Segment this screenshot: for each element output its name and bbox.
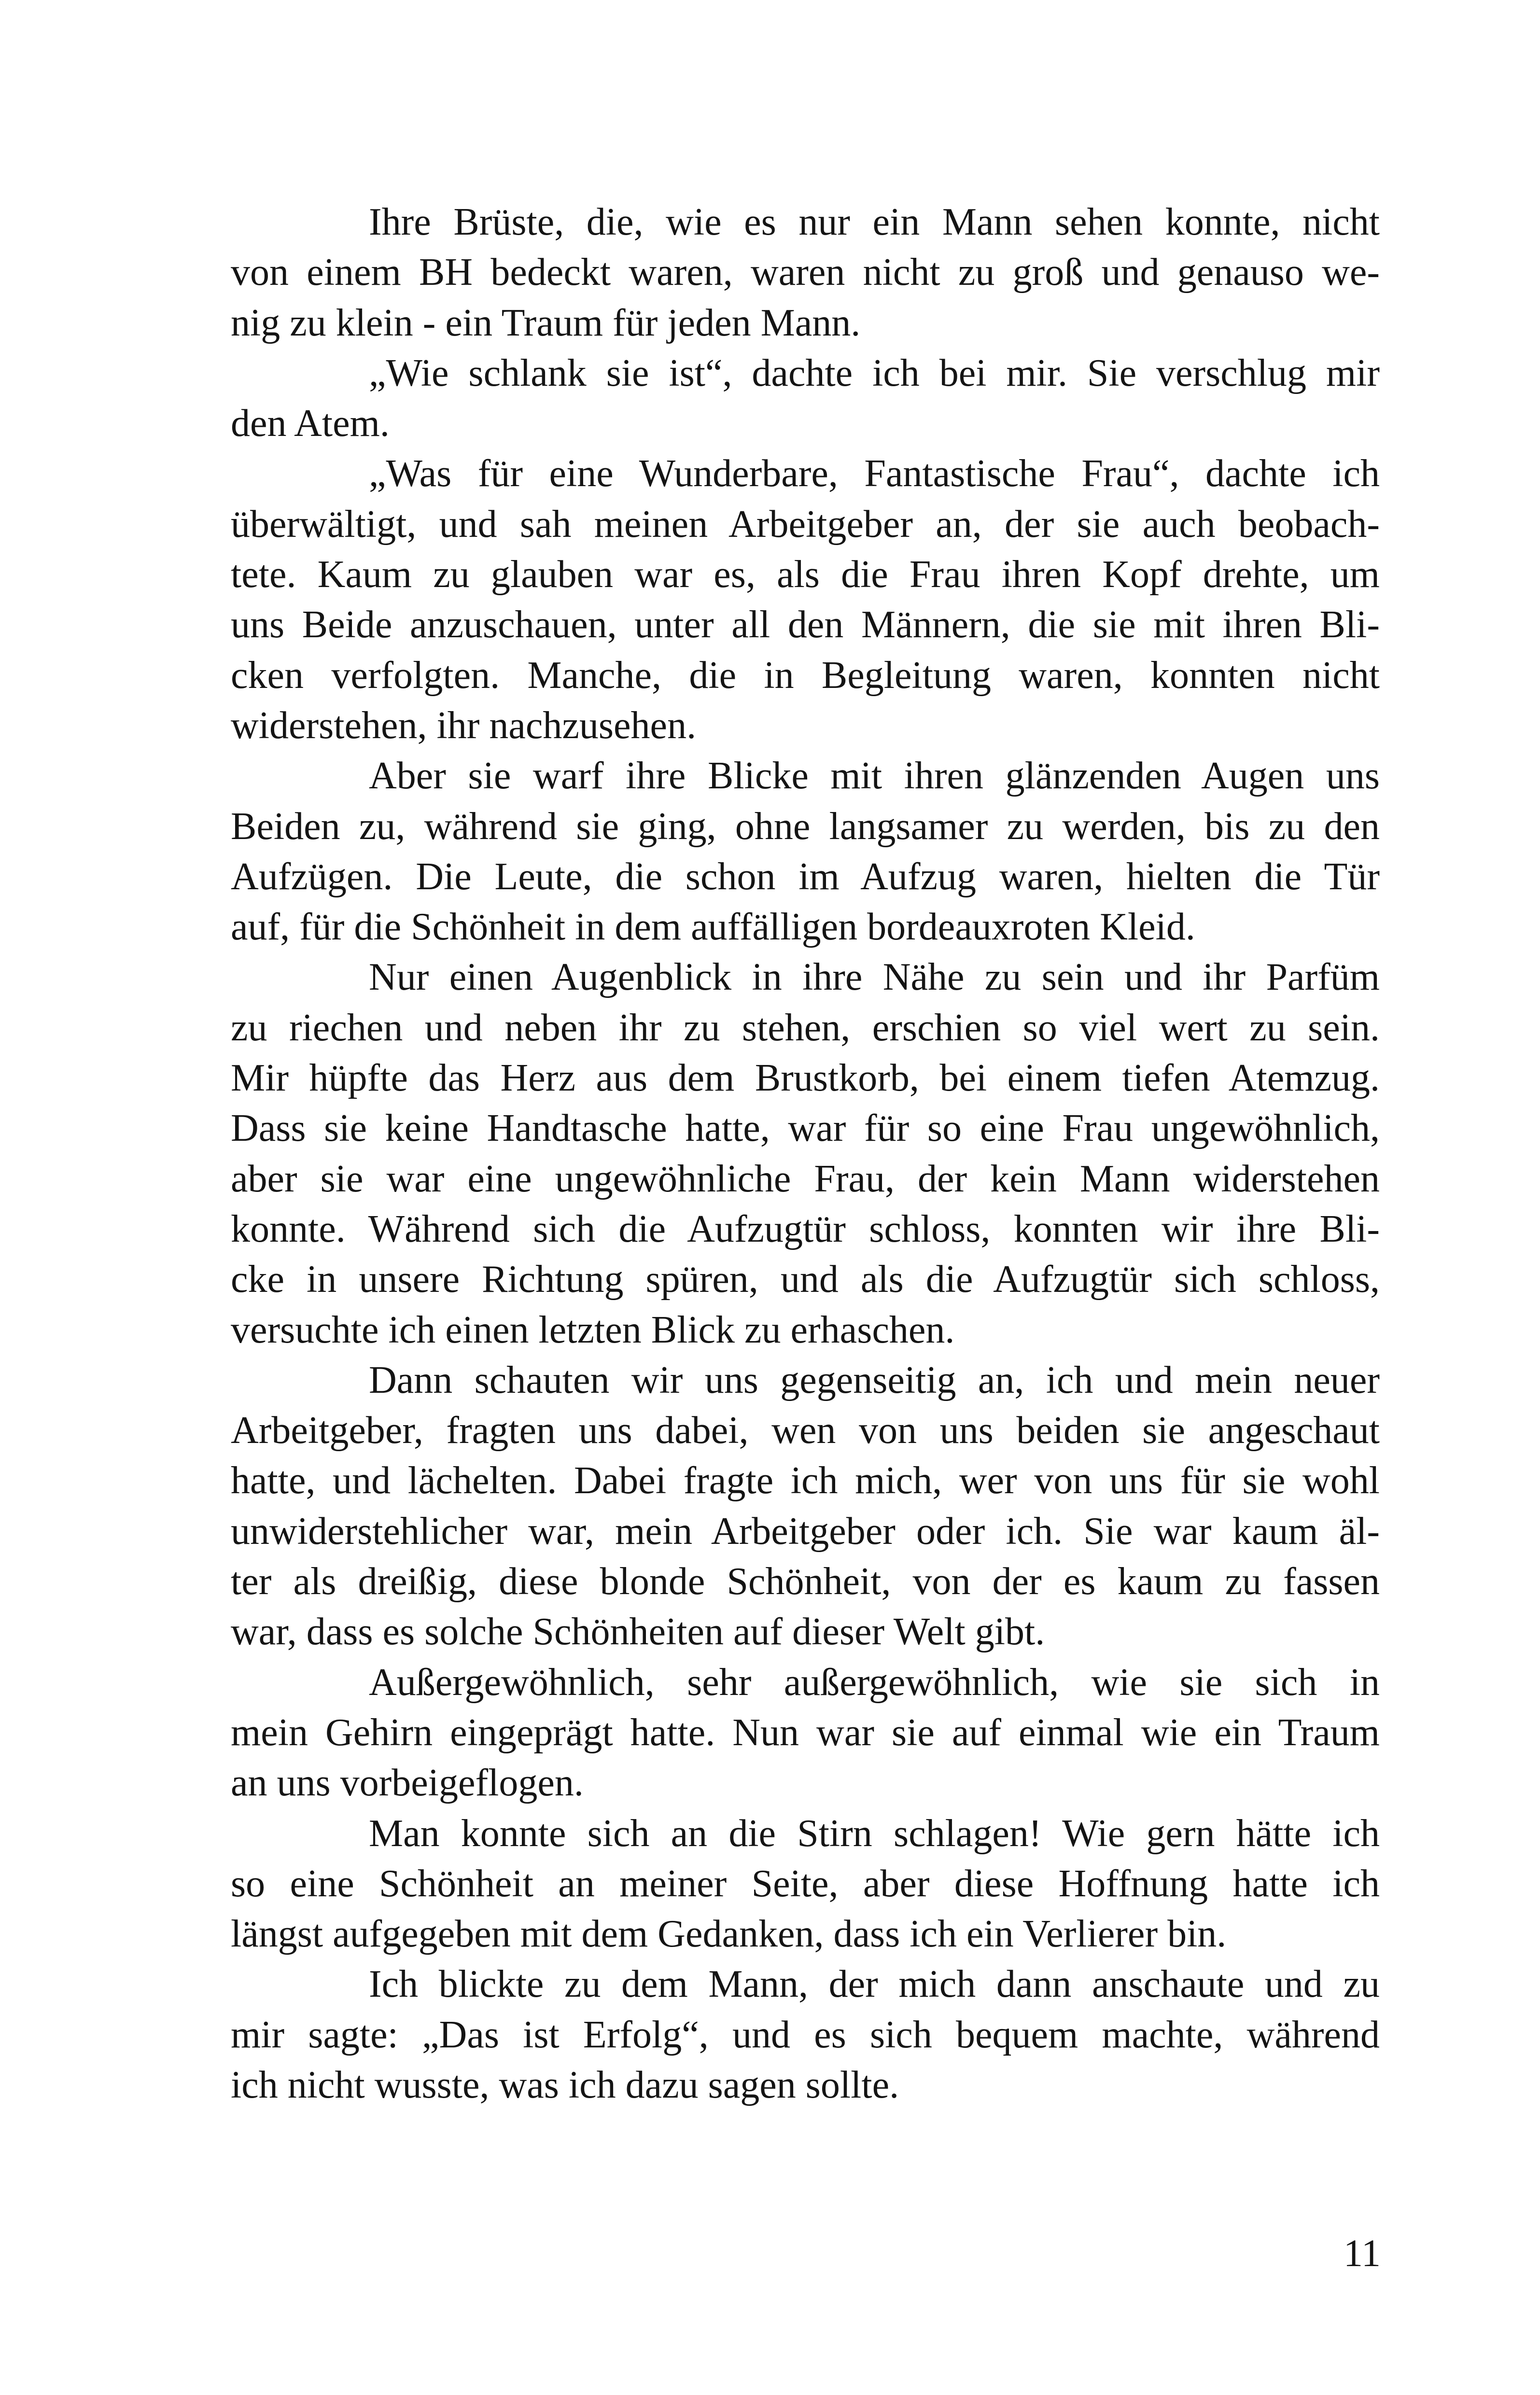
text-line: cken verfolgten. Manche, die in Begleitung waren, konnten nicht [231, 654, 1380, 697]
paragraph [231, 751, 1380, 952]
text-line: Beiden zu, während sie ging, ohne langsamer zu werden, bis zu den [231, 805, 1380, 848]
paragraph [231, 1657, 1380, 1808]
text-line: widerstehen, ihr nachzusehen. [231, 704, 697, 747]
text-line: überwältigt, und sah meinen Arbeitgeber an, der sie auch beobach- [231, 503, 1380, 546]
paragraph [231, 1355, 1380, 1657]
text-line: Mir hüpfte das Herz aus dem Brustkorb, bei einem tiefen Atemzug. [231, 1057, 1380, 1100]
text-line: Arbeitgeber, fragten uns dabei, wen von uns beiden sie angeschaut [231, 1409, 1380, 1452]
text-line: Ich blickte zu dem Mann, der mich dann anschaute und zu [369, 1963, 1380, 2006]
text-line: ich nicht wusste, was ich dazu sagen sollte. [231, 2063, 899, 2106]
text-line: den Atem. [231, 402, 390, 445]
text-line: versuchte ich einen letzten Blick zu erhaschen. [231, 1308, 955, 1351]
paragraph [231, 952, 1380, 1355]
text-line: Aber sie warf ihre Blicke mit ihren glänzenden Augen uns [369, 755, 1380, 798]
text-line: Aufzügen. Die Leute, die schon im Aufzug waren, hielten die Tür [231, 855, 1380, 898]
text-line: „Was für eine Wunderbare, Fantastische Frau“, dachte ich [369, 452, 1380, 495]
text-line: Man konnte sich an die Stirn schlagen! Wie gern hätte ich [369, 1812, 1380, 1855]
text-line: ter als dreißig, diese blonde Schönheit, von der es kaum zu fassen [231, 1560, 1380, 1603]
text-line: aber sie war eine ungewöhnliche Frau, der kein Mann widerstehen [231, 1157, 1380, 1200]
text-line: uns Beide anzuschauen, unter all den Männern, die sie mit ihren Bli- [231, 603, 1380, 646]
text-line: war, dass es solche Schönheiten auf dieser Welt gibt. [231, 1611, 1045, 1653]
text-line: „Wie schlank sie ist“, dachte ich bei mir. Sie verschlug mir [369, 351, 1380, 394]
text-line: mir sagte: „Das ist Erfolg“, und es sich bequem machte, während [231, 2013, 1380, 2056]
body-text [231, 197, 1380, 2110]
text-line: so eine Schönheit an meiner Seite, aber diese Hoffnung hatte ich [231, 1862, 1380, 1905]
paragraph [231, 197, 1380, 348]
text-line: Außergewöhnlich, sehr außergewöhnlich, wie sie sich in [369, 1661, 1380, 1704]
text-line: an uns vorbeigeflogen. [231, 1762, 584, 1805]
page-number: 11 [1343, 2232, 1381, 2275]
text-line: unwiderstehlicher war, mein Arbeitgeber oder ich. Sie war kaum äl- [231, 1510, 1380, 1553]
paragraph [231, 1959, 1380, 2110]
text-line: Nur einen Augenblick in ihre Nähe zu sein und ihr Parfüm [369, 956, 1380, 999]
paragraph [231, 1808, 1380, 1960]
text-line: auf, für die Schönheit in dem auffälligen bordeauxroten Kleid. [231, 906, 1195, 949]
text-line: tete. Kaum zu glauben war es, als die Frau ihren Kopf drehte, um [231, 553, 1380, 596]
text-line: längst aufgegeben mit dem Gedanken, dass ich ein Verlierer bin. [231, 1913, 1227, 1956]
text-line: Dann schauten wir uns gegenseitig an, ich und mein neuer [369, 1359, 1380, 1401]
text-line: nig zu klein - ein Traum für jeden Mann. [231, 301, 861, 344]
text-line: Dass sie keine Handtasche hatte, war für so eine Frau ungewöhnlich, [231, 1107, 1380, 1150]
text-line: konnte. Während sich die Aufzugtür schloss, konnten wir ihre Bli- [231, 1207, 1380, 1250]
text-line: cke in unsere Richtung spüren, und als die Aufzugtür sich schloss, [231, 1258, 1380, 1301]
text-line: von einem BH bedeckt waren, waren nicht zu groß und genauso we- [231, 251, 1380, 294]
text-line: zu riechen und neben ihr zu stehen, erschien so viel wert zu sein. [231, 1006, 1380, 1049]
paragraph [231, 448, 1380, 751]
text-line: Ihre Brüste, die, wie es nur ein Mann sehen konnte, nicht [369, 201, 1380, 243]
paragraph [231, 348, 1380, 449]
text-line: mein Gehirn eingeprägt hatte. Nun war sie auf einmal wie ein Traum [231, 1711, 1380, 1754]
text-line: hatte, und lächelten. Dabei fragte ich mich, wer von uns für sie wohl [231, 1459, 1380, 1502]
